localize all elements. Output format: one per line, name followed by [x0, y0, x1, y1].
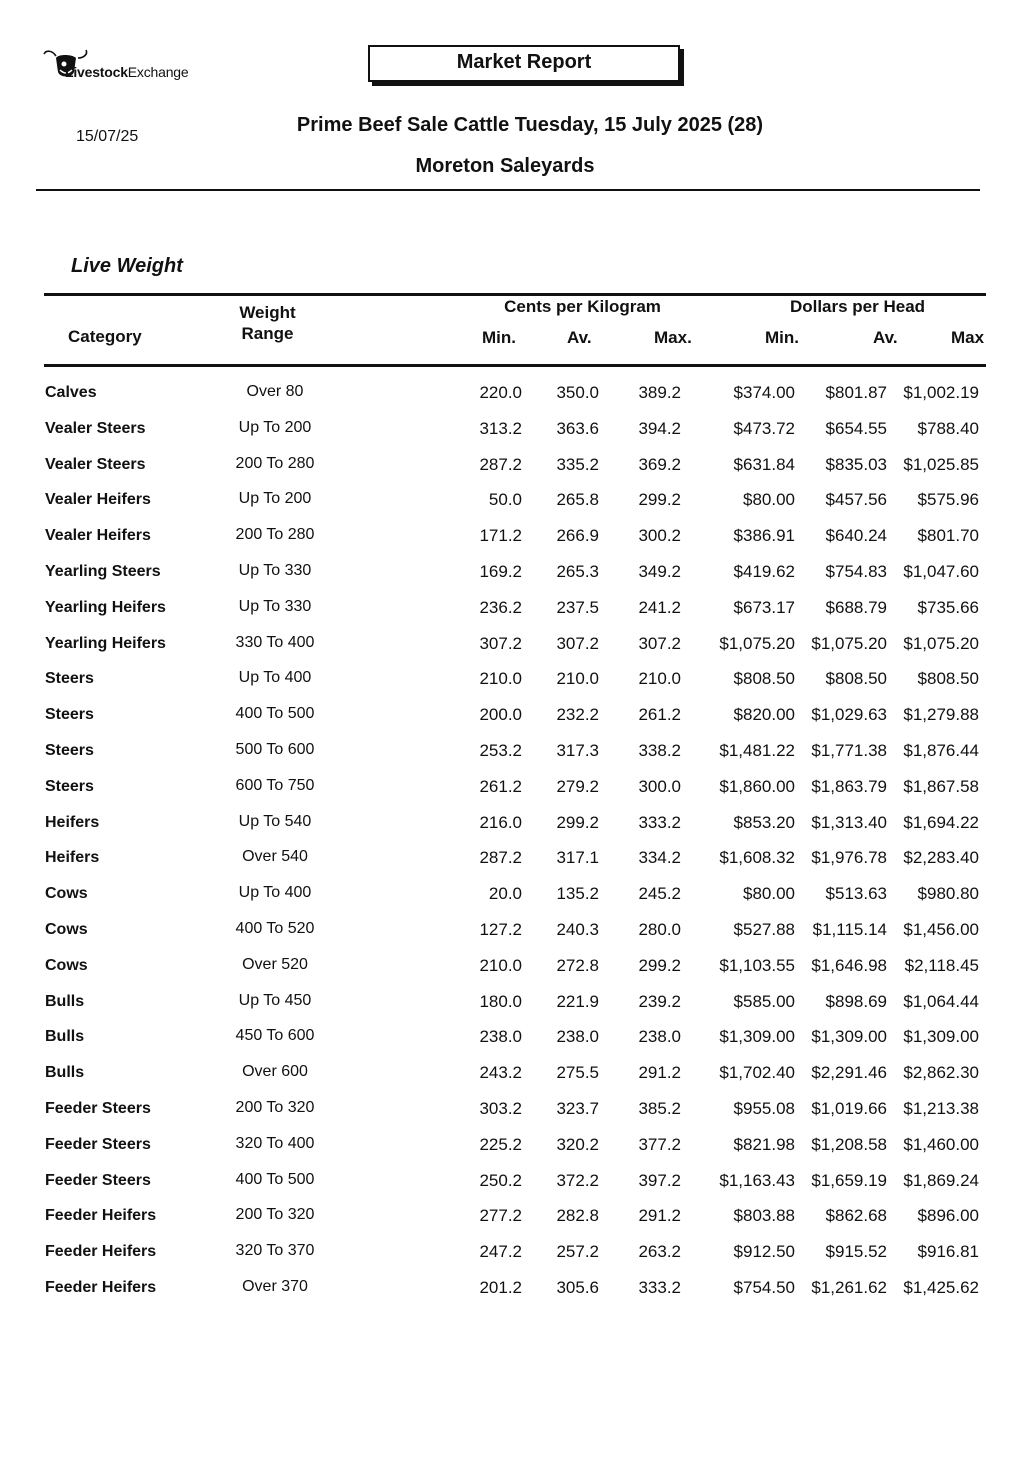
dollars-min-cell: $473.72: [733, 418, 795, 438]
cents-av-cell: 317.3: [556, 740, 599, 760]
category-cell: Cows: [45, 885, 88, 903]
cents-max-cell: 261.2: [638, 705, 681, 725]
dollars-max-cell: $735.66: [917, 597, 979, 617]
cents-av-cell: 372.2: [556, 1170, 599, 1190]
cents-av-cell: 317.1: [556, 848, 599, 868]
cents-max-cell: 385.2: [638, 1098, 681, 1118]
category-cell: Vealer Steers: [45, 455, 146, 473]
table-top-rule: [44, 293, 986, 296]
category-cell: Yearling Steers: [45, 562, 161, 580]
dollars-max-cell: $1,075.20: [903, 633, 979, 653]
dollars-av-cell: $1,075.20: [811, 633, 887, 653]
dollars-max-cell: $1,869.24: [903, 1170, 979, 1190]
table-row: [0, 1086, 1033, 1122]
cents-av-cell: 237.5: [556, 597, 599, 617]
weight-range-cell: Over 520: [242, 955, 308, 973]
table-row: [0, 979, 1033, 1015]
weight-range-cell: Up To 330: [238, 597, 312, 615]
category-cell: Cows: [45, 920, 88, 938]
header-divider: [36, 189, 980, 191]
cents-av-cell: 238.0: [556, 1027, 599, 1047]
report-title: Market Report: [368, 45, 680, 82]
category-cell: Vealer Heifers: [45, 527, 151, 545]
dollars-min-cell: $820.00: [733, 705, 795, 725]
category-cell: Steers: [45, 706, 94, 724]
dollars-max-cell: $788.40: [917, 418, 979, 438]
table-row: [0, 370, 1033, 406]
cents-max-cell: 369.2: [638, 454, 681, 474]
weight-range-cell: 200 To 320: [235, 1206, 315, 1224]
cents-av-cell: 350.0: [556, 383, 599, 402]
dollars-max-cell: $1,694.22: [903, 812, 979, 832]
category-cell: Feeder Heifers: [45, 1278, 157, 1296]
dollars-min-cell: $1,075.20: [719, 633, 795, 653]
cents-max-cell: 245.2: [638, 884, 681, 904]
weight-range-cell: 200 To 280: [235, 526, 315, 544]
dollars-av-cell: $801.87: [825, 383, 887, 402]
dollars-min-header: Min.: [765, 328, 799, 347]
cents-av-cell: 275.5: [556, 1063, 599, 1083]
dollars-max-cell: $1,025.85: [903, 454, 979, 474]
dollars-max-cell: $801.70: [917, 526, 979, 546]
cents-max-cell: 377.2: [638, 1134, 681, 1154]
weight-range-cell: Up To 450: [238, 991, 312, 1009]
cents-min-cell: 201.2: [479, 1277, 522, 1297]
category-cell: Vealer Heifers: [45, 491, 151, 509]
cents-av-cell: 232.2: [556, 705, 599, 725]
weight-range-cell: 400 To 520: [235, 919, 315, 937]
dollars-av-cell: $1,659.19: [811, 1170, 887, 1190]
cents-max-cell: 307.2: [638, 633, 681, 653]
category-cell: Steers: [45, 777, 94, 795]
dollars-min-cell: $527.88: [733, 919, 795, 939]
cents-min-cell: 171.2: [479, 526, 522, 546]
cents-max-cell: 300.2: [638, 526, 681, 546]
table-row: [0, 656, 1033, 692]
category-cell: Steers: [45, 670, 94, 688]
dollars-max-cell: $575.96: [917, 490, 979, 510]
cents-min-cell: 225.2: [479, 1134, 522, 1154]
logo-regular-text: Exchange: [127, 64, 189, 80]
table-row: [0, 513, 1033, 549]
dollars-min-cell: $1,163.43: [719, 1170, 795, 1190]
weight-range-cell: Up To 400: [238, 884, 312, 902]
cents-min-cell: 277.2: [479, 1206, 522, 1226]
table-row: [0, 1158, 1033, 1194]
category-cell: Feeder Steers: [45, 1171, 151, 1189]
dollars-max-cell: $1,425.62: [903, 1277, 979, 1297]
cents-min-cell: 169.2: [479, 561, 522, 581]
cents-min-cell: 180.0: [479, 991, 522, 1011]
cents-max-cell: 299.2: [638, 490, 681, 510]
table-row: [0, 1265, 1033, 1301]
cents-min-cell: 236.2: [479, 597, 522, 617]
cents-min-cell: 210.0: [479, 955, 522, 975]
cents-av-cell: 265.3: [556, 561, 599, 581]
dollars-av-cell: $688.79: [825, 597, 887, 617]
dollars-min-cell: $754.50: [733, 1277, 795, 1297]
table-row: [0, 800, 1033, 836]
dollars-min-cell: $631.84: [733, 454, 795, 474]
table-row: [0, 943, 1033, 979]
cents-av-cell: 240.3: [556, 919, 599, 939]
dollars-max-cell: $916.81: [917, 1242, 979, 1262]
dollars-max-cell: $896.00: [917, 1206, 979, 1226]
cents-av-header: Av.: [567, 328, 592, 347]
cents-av-cell: 335.2: [556, 454, 599, 474]
dollars-min-cell: $80.00: [743, 884, 795, 904]
dollars-min-cell: $1,103.55: [719, 955, 795, 975]
weight-header-line2: Range: [241, 324, 294, 343]
dollars-av-cell: $640.24: [825, 526, 887, 546]
weight-range-cell: Up To 540: [238, 812, 312, 830]
cents-max-cell: 394.2: [638, 418, 681, 438]
category-cell: Vealer Steers: [45, 419, 146, 437]
cents-max-cell: 210.0: [638, 669, 681, 689]
dollars-av-cell: $1,646.98: [811, 955, 887, 975]
weight-range-cell: 330 To 400: [235, 633, 315, 651]
cents-min-cell: 247.2: [479, 1242, 522, 1262]
table-body: [0, 370, 1033, 1301]
category-cell: Bulls: [45, 992, 85, 1010]
cents-per-kg-header: Cents per Kilogram: [504, 297, 661, 316]
cents-min-cell: 307.2: [479, 633, 522, 653]
weight-range-cell: 200 To 320: [235, 1098, 315, 1116]
table-row: [0, 1229, 1033, 1265]
dollars-min-cell: $808.50: [733, 669, 795, 689]
table-row: [0, 585, 1033, 621]
table-row: [0, 728, 1033, 764]
dollars-max-cell: $2,118.45: [904, 955, 979, 975]
dollars-min-cell: $955.08: [733, 1098, 795, 1118]
table-row: [0, 1014, 1033, 1050]
category-cell: Cows: [45, 956, 88, 974]
category-cell: Calves: [45, 384, 97, 401]
category-cell: Feeder Steers: [45, 1135, 151, 1153]
table-row: [0, 764, 1033, 800]
cents-max-cell: 291.2: [638, 1206, 681, 1226]
table-row: [0, 406, 1033, 442]
dollars-min-cell: $1,702.40: [719, 1063, 795, 1083]
sale-title: Prime Beef Sale Cattle Tuesday, 15 July 2025 (28): [296, 114, 764, 136]
category-header: Category: [68, 327, 142, 346]
cents-max-cell: 349.2: [638, 561, 681, 581]
cents-max-cell: 291.2: [638, 1063, 681, 1083]
cents-av-cell: 210.0: [556, 669, 599, 689]
dollars-min-cell: $585.00: [733, 991, 795, 1011]
weight-range-cell: Over 540: [242, 848, 308, 866]
dollars-av-cell: $1,309.00: [811, 1027, 887, 1047]
cents-min-header: Min.: [482, 328, 516, 347]
cents-max-cell: 299.2: [638, 955, 681, 975]
cents-min-cell: 250.2: [479, 1170, 522, 1190]
category-cell: Bulls: [45, 1028, 85, 1046]
dollars-max-cell: $1,867.58: [903, 776, 979, 796]
weight-range-cell: Up To 200: [238, 490, 312, 508]
category-cell: Feeder Steers: [45, 1099, 151, 1117]
cents-av-cell: 320.2: [556, 1134, 599, 1154]
dollars-av-cell: $513.63: [825, 884, 887, 904]
dollars-av-cell: $1,208.58: [811, 1134, 887, 1154]
cents-min-cell: 287.2: [479, 454, 522, 474]
dollars-min-cell: $374.00: [733, 383, 795, 402]
cents-max-cell: 333.2: [638, 812, 681, 832]
cents-av-cell: 299.2: [556, 812, 599, 832]
dollars-min-cell: $419.62: [733, 561, 795, 581]
cents-max-cell: 238.0: [638, 1027, 681, 1047]
logo-wordmark: [65, 64, 188, 80]
category-cell: Bulls: [45, 1064, 85, 1082]
cents-min-cell: 50.0: [488, 490, 522, 510]
cents-av-cell: 221.9: [556, 991, 599, 1011]
table-row: [0, 907, 1033, 943]
cents-av-cell: 266.9: [556, 526, 599, 546]
weight-range-cell: Up To 400: [238, 669, 312, 687]
table-row: [0, 871, 1033, 907]
weight-range-cell: 200 To 280: [235, 454, 315, 472]
cents-max-header: Max.: [654, 328, 692, 347]
livestock-exchange-logo: [42, 48, 242, 82]
dollars-av-cell: $1,261.62: [811, 1277, 887, 1297]
table-row: [0, 1122, 1033, 1158]
dollars-max-cell: $1,460.00: [903, 1134, 979, 1154]
cents-min-cell: 20.0: [488, 884, 522, 904]
dollars-av-cell: $915.52: [825, 1242, 887, 1262]
cents-min-cell: 313.2: [479, 418, 522, 438]
cents-max-cell: 397.2: [638, 1170, 681, 1190]
weight-header-line1: Weight: [239, 303, 296, 322]
dollars-max-cell: $2,283.40: [903, 848, 979, 868]
weight-range-cell: 320 To 370: [235, 1242, 315, 1260]
cents-max-cell: 241.2: [638, 597, 681, 617]
category-cell: Yearling Heifers: [45, 598, 166, 616]
category-cell: Heifers: [45, 813, 100, 831]
dollars-av-cell: $654.55: [825, 418, 887, 438]
table-row: [0, 477, 1033, 513]
cents-min-cell: 238.0: [479, 1027, 522, 1047]
dollars-min-cell: $912.50: [733, 1242, 795, 1262]
cents-min-cell: 210.0: [479, 669, 522, 689]
dollars-av-cell: $898.69: [825, 991, 887, 1011]
dollars-min-cell: $853.20: [733, 812, 795, 832]
dollars-max-cell: $1,876.44: [903, 740, 979, 760]
dollars-av-cell: $1,019.66: [811, 1098, 887, 1118]
dollars-max-cell: $1,002.19: [903, 383, 979, 402]
dollars-av-cell: $457.56: [825, 490, 887, 510]
weight-range-cell: Over 370: [242, 1277, 308, 1295]
cents-min-cell: 253.2: [479, 740, 522, 760]
cents-min-cell: 216.0: [479, 812, 522, 832]
table-row: [0, 621, 1033, 657]
weight-range-cell: Up To 330: [238, 561, 312, 579]
cents-av-cell: 135.2: [556, 884, 599, 904]
cents-max-cell: 239.2: [638, 991, 681, 1011]
dollars-min-cell: $821.98: [733, 1134, 795, 1154]
cents-min-cell: 220.0: [479, 383, 522, 402]
table-row: [0, 549, 1033, 585]
dollars-min-cell: $1,309.00: [719, 1027, 795, 1047]
cents-min-cell: 287.2: [479, 848, 522, 868]
cents-max-cell: 280.0: [638, 919, 681, 939]
category-cell: Steers: [45, 741, 94, 759]
weight-range-cell: 500 To 600: [235, 740, 315, 758]
table-row: [0, 442, 1033, 478]
cents-max-cell: 263.2: [638, 1242, 681, 1262]
logo-bold-text: Livestock: [65, 64, 128, 80]
cents-max-cell: 338.2: [638, 740, 681, 760]
weight-range-cell: 400 To 500: [235, 1170, 315, 1188]
dollars-av-cell: $862.68: [825, 1206, 887, 1226]
dollars-per-head-header: Dollars per Head: [789, 297, 926, 316]
cents-av-cell: 272.8: [556, 955, 599, 975]
category-cell: Heifers: [45, 849, 100, 867]
dollars-av-cell: $1,115.14: [812, 919, 887, 939]
dollars-max-cell: $980.80: [917, 884, 979, 904]
cents-max-cell: 300.0: [638, 776, 681, 796]
dollars-max-header: Max: [951, 328, 985, 347]
cents-min-cell: 303.2: [479, 1098, 522, 1118]
table-row: [0, 1050, 1033, 1086]
cents-av-cell: 323.7: [556, 1098, 599, 1118]
cents-av-cell: 307.2: [556, 633, 599, 653]
dollars-av-header: Av.: [873, 328, 898, 347]
cents-min-cell: 261.2: [479, 776, 522, 796]
cents-av-cell: 279.2: [556, 776, 599, 796]
dollars-min-cell: $803.88: [733, 1206, 795, 1226]
dollars-max-cell: $1,456.00: [903, 919, 979, 939]
table-row: [0, 835, 1033, 871]
dollars-min-cell: $386.91: [733, 526, 795, 546]
dollars-av-cell: $1,863.79: [811, 776, 887, 796]
dollars-max-cell: $1,309.00: [903, 1027, 979, 1047]
saleyard-name: Moreton Saleyards: [415, 155, 595, 177]
cents-av-cell: 282.8: [556, 1206, 599, 1226]
dollars-max-cell: $1,064.44: [903, 991, 979, 1011]
weight-range-cell: 450 To 600: [235, 1027, 315, 1045]
category-cell: Feeder Heifers: [45, 1207, 157, 1225]
dollars-min-cell: $1,481.22: [719, 740, 795, 760]
table-header-rule: [44, 364, 986, 367]
section-title: Live Weight: [71, 255, 183, 277]
cents-av-cell: 305.6: [556, 1277, 599, 1297]
dollars-min-cell: $1,608.32: [719, 848, 795, 868]
cents-min-cell: 243.2: [479, 1063, 522, 1083]
cents-av-cell: 257.2: [556, 1242, 599, 1262]
dollars-av-cell: $1,976.78: [811, 848, 887, 868]
dollars-max-cell: $808.50: [917, 669, 979, 689]
cents-min-cell: 200.0: [479, 705, 522, 725]
cents-av-cell: 265.8: [556, 490, 599, 510]
category-cell: Yearling Heifers: [45, 634, 166, 652]
weight-range-cell: Over 80: [246, 383, 304, 400]
cents-av-cell: 363.6: [556, 418, 599, 438]
dollars-av-cell: $2,291.46: [811, 1063, 887, 1083]
cents-max-cell: 389.2: [638, 383, 681, 402]
weight-range-cell: 400 To 500: [235, 705, 315, 723]
weight-range-cell: 600 To 750: [235, 776, 315, 794]
dollars-av-cell: $835.03: [825, 454, 887, 474]
dollars-av-cell: $754.83: [825, 561, 887, 581]
dollars-av-cell: $808.50: [825, 669, 887, 689]
dollars-av-cell: $1,029.63: [811, 705, 887, 725]
dollars-max-cell: $1,047.60: [903, 561, 979, 581]
dollars-max-cell: $2,862.30: [903, 1063, 979, 1083]
dollars-av-cell: $1,771.38: [811, 740, 887, 760]
dollars-av-cell: $1,313.40: [811, 812, 887, 832]
category-cell: Feeder Heifers: [45, 1243, 157, 1261]
weight-range-cell: Up To 200: [238, 418, 312, 436]
weight-range-cell: 320 To 400: [235, 1134, 315, 1152]
cents-max-cell: 334.2: [638, 848, 681, 868]
table-row: [0, 692, 1033, 728]
report-date: 15/07/25: [76, 128, 139, 145]
table-row: [0, 1193, 1033, 1229]
dollars-max-cell: $1,213.38: [903, 1098, 979, 1118]
dollars-min-cell: $80.00: [743, 490, 795, 510]
cents-min-cell: 127.2: [479, 919, 522, 939]
dollars-min-cell: $1,860.00: [719, 776, 795, 796]
weight-range-cell: Over 600: [242, 1063, 308, 1081]
cents-max-cell: 333.2: [638, 1277, 681, 1297]
dollars-min-cell: $673.17: [733, 597, 795, 617]
dollars-max-cell: $1,279.88: [903, 705, 979, 725]
